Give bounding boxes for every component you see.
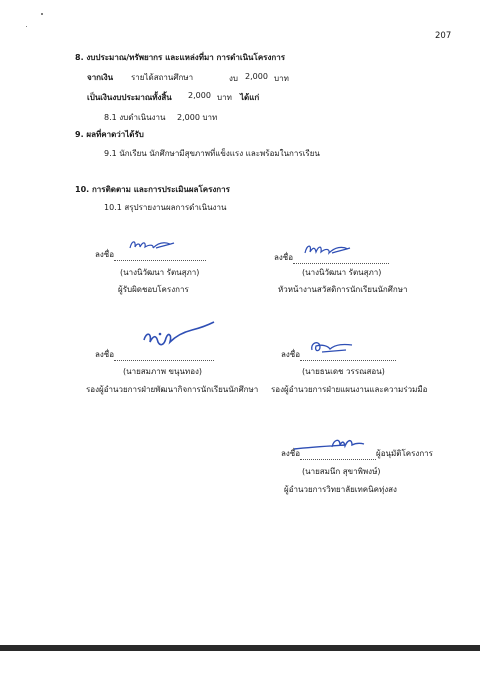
signature-dots <box>114 351 214 361</box>
sign-label: ลงชื่อ <box>281 350 301 359</box>
section8-total-label: เป็นเงินงบประมาณทั้งสิ้น <box>87 93 172 102</box>
signature-2 <box>302 241 352 257</box>
signer-5-role: ผู้อำนวยการวิทยาลัยเทคนิคทุ่งสง <box>284 485 397 494</box>
signature-5 <box>292 433 372 455</box>
section10-item: 10.1 สรุปรายงานผลการดำเนินงาน <box>104 203 227 212</box>
section9-item: 9.1 นักเรียน นักศึกษามีสุขภาพที่แข็งแรง และพร้อมในการเรียน <box>104 149 320 158</box>
signature-1 <box>128 237 176 253</box>
signer-3-name: (นายสมภาพ ขนุนทอง) <box>123 367 203 376</box>
approver-suffix: ผู้อนุมัติโครงการ <box>376 449 433 458</box>
section8-split-label: ได้แก่ <box>240 93 260 102</box>
signer-4-role: รองผู้อำนวยการฝ่ายแผนงานและความร่วมมือ <box>271 385 428 394</box>
sign-label: ลงชื่อ <box>95 250 115 259</box>
signature-3 <box>140 320 218 352</box>
signer-1-role: ผู้รับผิดชอบโครงการ <box>118 285 189 294</box>
sign-label: ลงชื่อ <box>281 449 301 458</box>
section8-item-label: 8.1 งบดำเนินงาน <box>104 113 166 122</box>
signer-2-name: (นางนิวัฒนา รัตนสุภา) <box>302 268 382 277</box>
section8-total-unit: บาท <box>217 93 232 102</box>
signer-4-name: (นายธนเดช วรรณสอน) <box>302 367 385 376</box>
signer-5-name: (นายสมนึก สุขาพิพงษ์) <box>302 467 381 476</box>
section8-from-label: จากเงิน <box>87 73 114 82</box>
sign-label: ลงชื่อ <box>95 350 115 359</box>
section8-budget-unit: บาท <box>274 74 289 83</box>
section8-total-value: 2,000 <box>188 91 211 100</box>
scan-speck <box>26 26 27 27</box>
section8-budget-label: งบ <box>229 74 238 83</box>
scan-speck <box>41 13 43 15</box>
section10-heading: 10. การติดตาม และการประเมินผลโครงการ <box>75 185 230 194</box>
section8-heading: 8. งบประมาณ/ทรัพยากร และแหล่งที่มา การดำเนินโครงการ <box>75 53 285 62</box>
section8-from-value: รายได้สถานศึกษา <box>131 73 194 82</box>
signer-2-role: หัวหน้างานสวัสดิการนักเรียนนักศึกษา <box>278 285 408 294</box>
section9-heading: 9. ผลที่คาดว่าได้รับ <box>75 130 144 139</box>
sign-label: ลงชื่อ <box>274 253 294 262</box>
section8-item-value: 2,000 บาท <box>177 113 218 122</box>
page-number: 207 <box>435 31 452 41</box>
scan-border-line <box>0 645 480 651</box>
signer-3-role: รองผู้อำนวยการฝ่ายพัฒนากิจการนักเรียนนักศึกษา <box>86 385 259 394</box>
section8-budget-value: 2,000 <box>245 72 268 81</box>
signer-1-name: (นางนิวัฒนา รัตนสุภา) <box>120 268 200 277</box>
signature-4 <box>308 336 358 356</box>
